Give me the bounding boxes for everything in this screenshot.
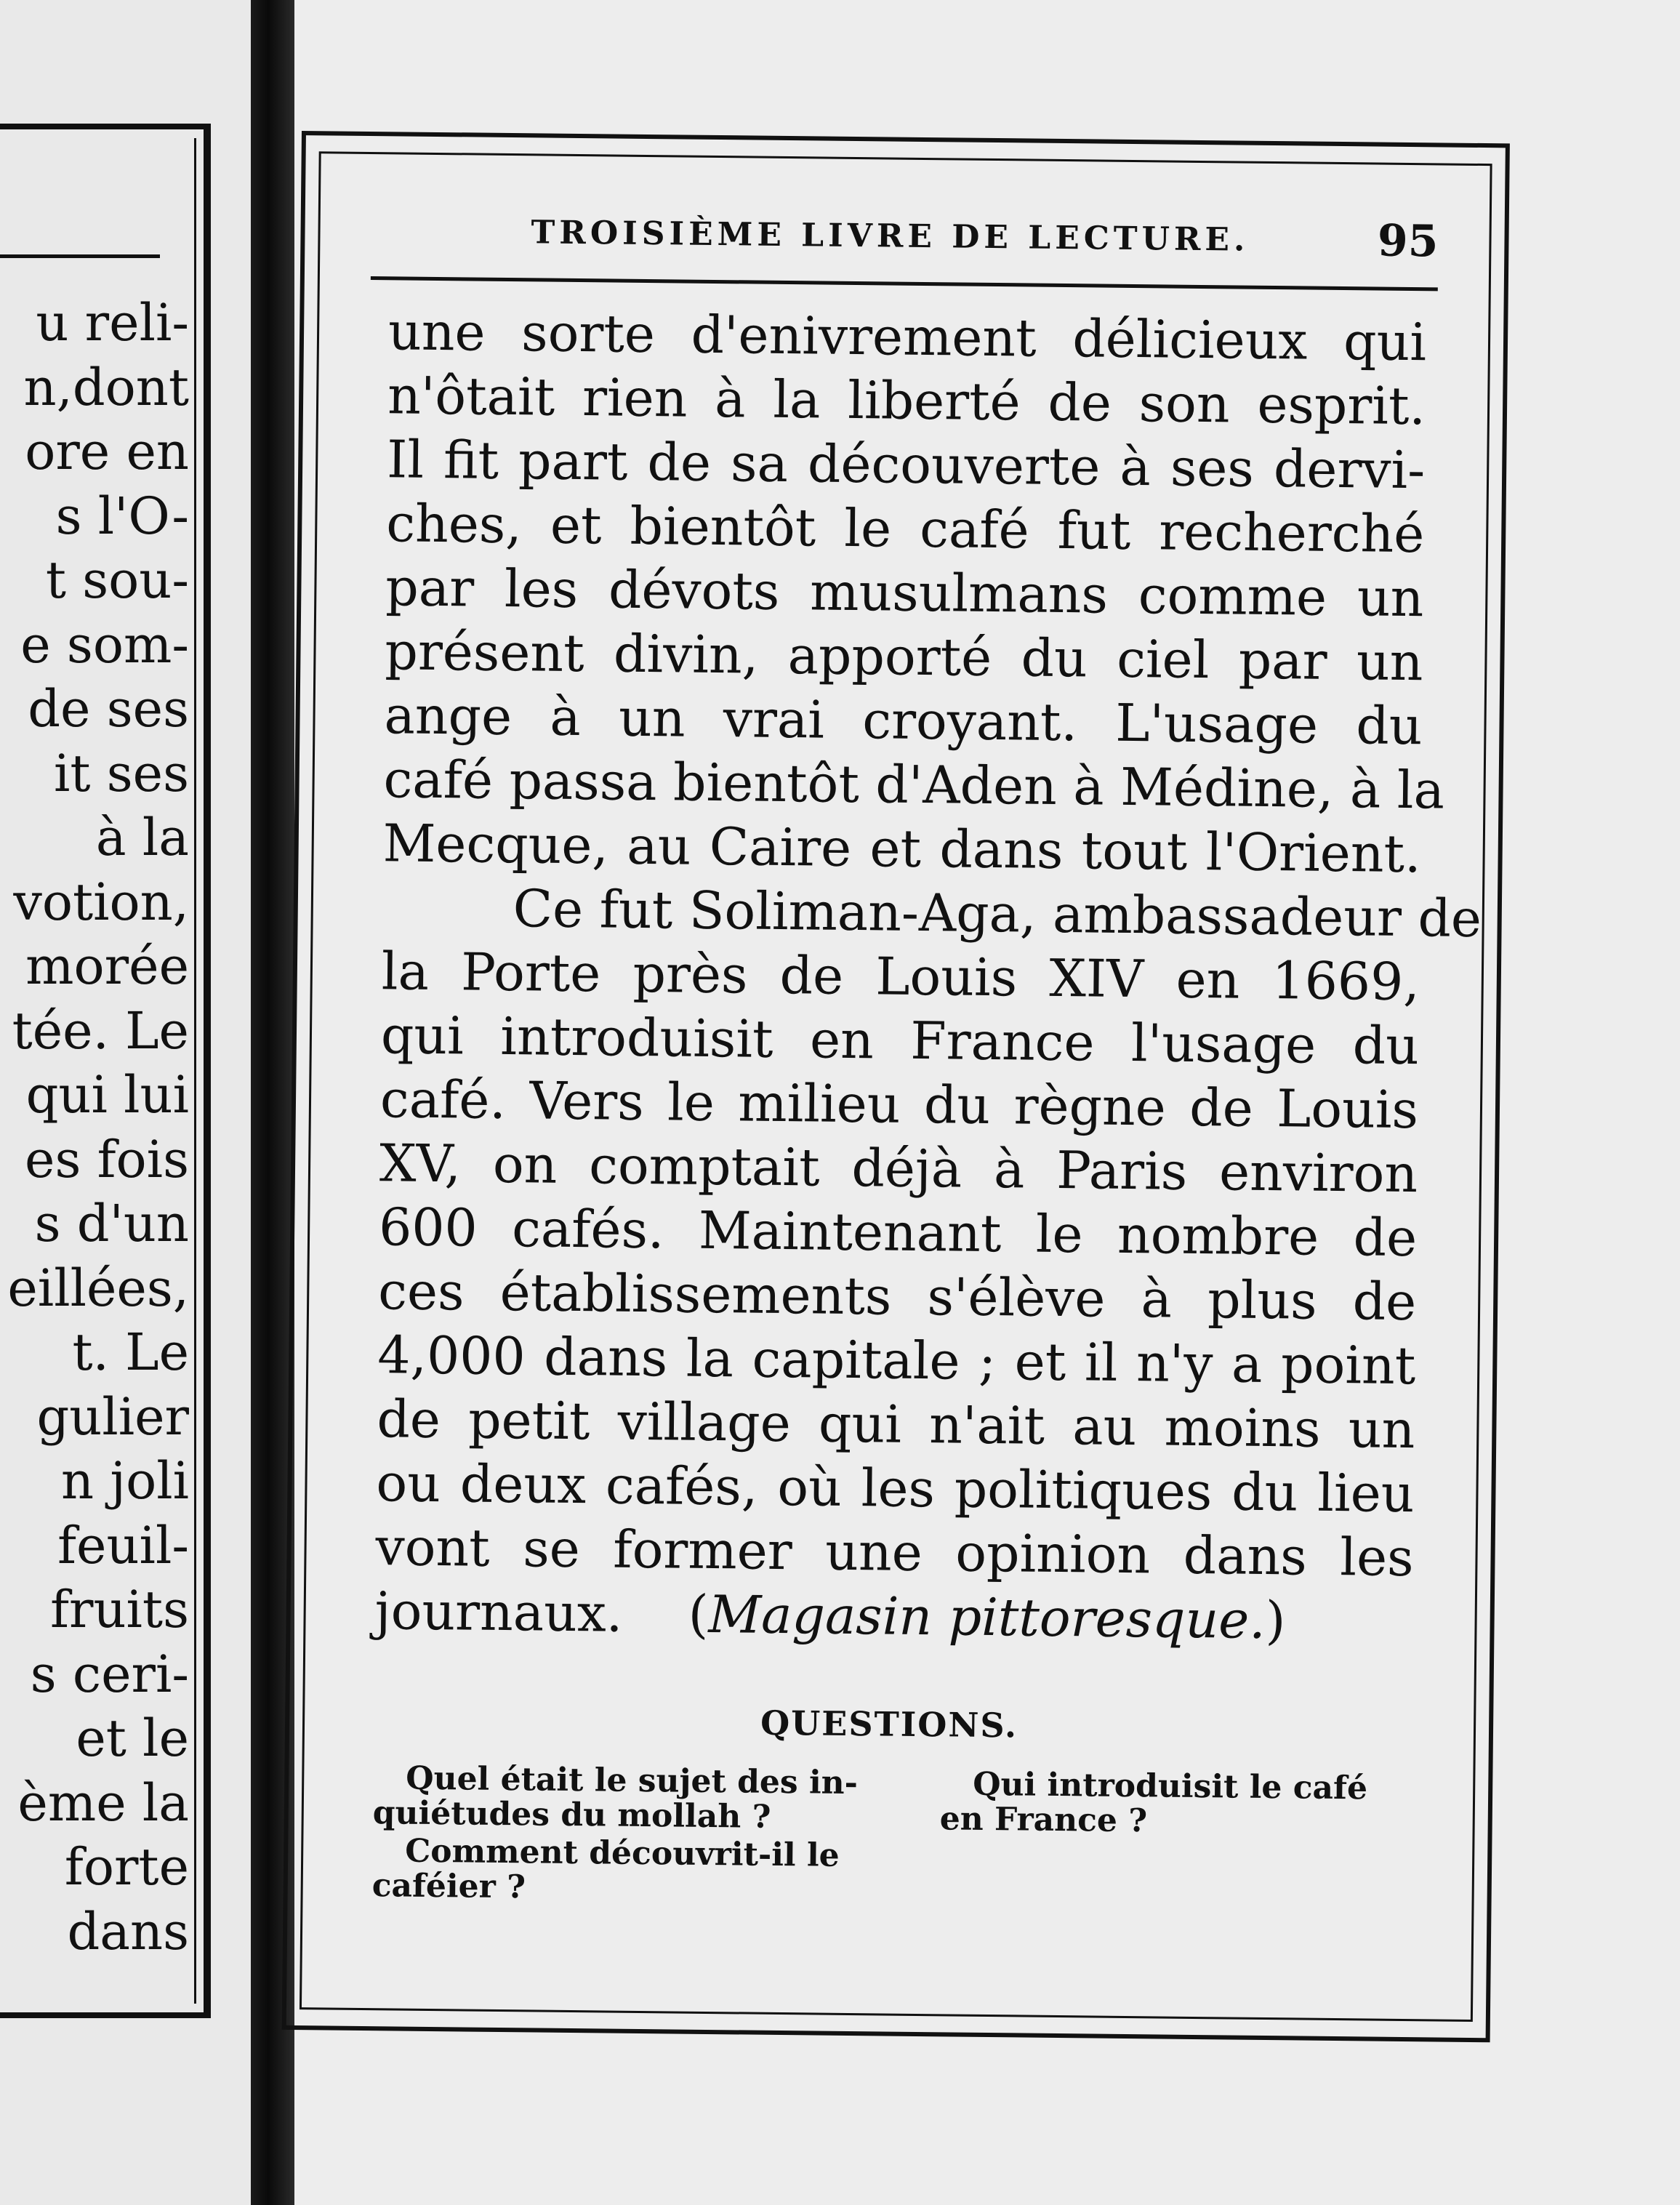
previous-page-header-rule — [0, 254, 160, 258]
running-title: TROISIÈME LIVRE DE LECTURE. — [531, 214, 1250, 259]
previous-page-line: s ceri- — [30, 1644, 189, 1704]
source-citation: Magasin pittoresque. — [708, 1583, 1266, 1650]
previous-page-line: de ses — [28, 679, 189, 739]
text-line: café passa bientôt d'Aden à Médine, à la — [383, 749, 1445, 821]
previous-page-line: s l'O- — [55, 486, 189, 546]
previous-page — [0, 0, 251, 2205]
previous-page-line: e som- — [20, 614, 189, 675]
text-line: par les dévots musulmans comme un — [385, 557, 1424, 629]
questions-right-column — [939, 1767, 1449, 1844]
text-line: 600 cafés. Maintenant le nombre de — [378, 1197, 1418, 1269]
previous-page-line: s d'un — [34, 1194, 189, 1253]
text-line: 4,000 dans la capitale ; et il n'y a point — [377, 1325, 1416, 1397]
previous-page-line: es fois — [25, 1129, 189, 1189]
text-line: présent divin, apporté du ciel par un — [385, 621, 1423, 693]
text-line: café. Vers le milieu du règne de Louis — [379, 1069, 1419, 1141]
questions-left-column — [371, 1761, 896, 1912]
previous-page-line: u reli- — [36, 293, 189, 353]
question-rest: quiétudes du mollah ? — [372, 1794, 771, 1836]
previous-page-line: et le — [76, 1708, 189, 1768]
paragraph-2 — [374, 875, 1482, 1654]
question-item — [371, 1834, 896, 1909]
current-page — [294, 0, 1680, 2205]
previous-page-line: t sou- — [45, 550, 189, 610]
header-rule — [371, 276, 1438, 291]
question-first-line: Comment découvrit-il le — [404, 1832, 840, 1874]
previous-page-line: gulier — [36, 1386, 189, 1447]
text-line: Mecque, au Caire et dans tout l'Orient. — [382, 813, 1422, 885]
question-first-line: Qui introduisit le café — [972, 1765, 1368, 1807]
text-line: vont se former une opinion dans les — [375, 1517, 1414, 1589]
previous-page-line: n,dont — [23, 357, 189, 417]
previous-page-line: ore en — [25, 422, 189, 481]
previous-page-text — [0, 291, 189, 1964]
text-line-last — [374, 1579, 1413, 1654]
question-item — [373, 1761, 897, 1836]
source-open-paren: ( — [688, 1583, 709, 1644]
previous-page-line: t. Le — [72, 1322, 189, 1382]
previous-page-line: feuil- — [57, 1515, 189, 1575]
page-frame — [282, 131, 1510, 2042]
previous-page-line: fruits — [50, 1580, 189, 1639]
text-line: de petit village qui n'ait au moins un — [377, 1389, 1415, 1461]
previous-page-line: qui lui — [25, 1065, 189, 1125]
page-number: 95 — [1377, 215, 1439, 268]
previous-page-line: it ses — [53, 743, 189, 803]
text-line: ange à un vrai croyant. L'usage du — [384, 685, 1423, 757]
previous-page-line: n joli — [61, 1451, 189, 1511]
text-line: XV, on comptait déjà à Paris environ — [379, 1133, 1418, 1205]
text-line: n'ôtait rien à la liberté de son esprit. — [387, 365, 1426, 437]
text-line: ches, et bientôt le café fut recherché — [385, 493, 1425, 565]
question-rest: en France ? — [939, 1800, 1148, 1840]
page-header — [371, 205, 1439, 274]
question-rest: caféier ? — [371, 1867, 526, 1906]
last-line-text: journaux. — [374, 1581, 623, 1644]
previous-page-line: morée — [25, 936, 189, 996]
text-line: qui introduisit en France l'usage du — [380, 1005, 1420, 1077]
previous-page-line: dans — [67, 1901, 189, 1961]
questions-title: QUESTIONS. — [760, 1703, 1018, 1746]
text-line: Il fit part de sa découverte à ses dervi- — [386, 429, 1426, 501]
previous-page-line: ème la — [17, 1772, 189, 1833]
question-item — [939, 1767, 1449, 1841]
question-first-line: Quel était le sujet des in- — [406, 1759, 859, 1802]
paragraph-1 — [382, 300, 1445, 886]
questions-list — [371, 1759, 1412, 1906]
text-line: la Porte près de Louis XIV en 1669, — [381, 941, 1420, 1013]
previous-page-line: forte — [64, 1837, 189, 1897]
previous-page-line: à la — [95, 808, 189, 867]
text-line: ou deux cafés, où les politiques du lieu — [376, 1453, 1415, 1525]
previous-page-line: eillées, — [7, 1258, 189, 1318]
previous-page-line: tée. Le — [12, 1000, 189, 1061]
source-close-paren: ) — [1265, 1589, 1286, 1651]
text-line: une sorte d'enivrement délicieux qui — [387, 301, 1427, 373]
text-line: ces établissements s'élève à plus de — [377, 1261, 1417, 1333]
text-line: Ce fut Soliman-Aga, ambassadeur de — [513, 878, 1482, 949]
previous-page-line: votion, — [13, 872, 189, 932]
body-text — [374, 300, 1482, 1654]
page-frame-inner — [300, 151, 1492, 2022]
